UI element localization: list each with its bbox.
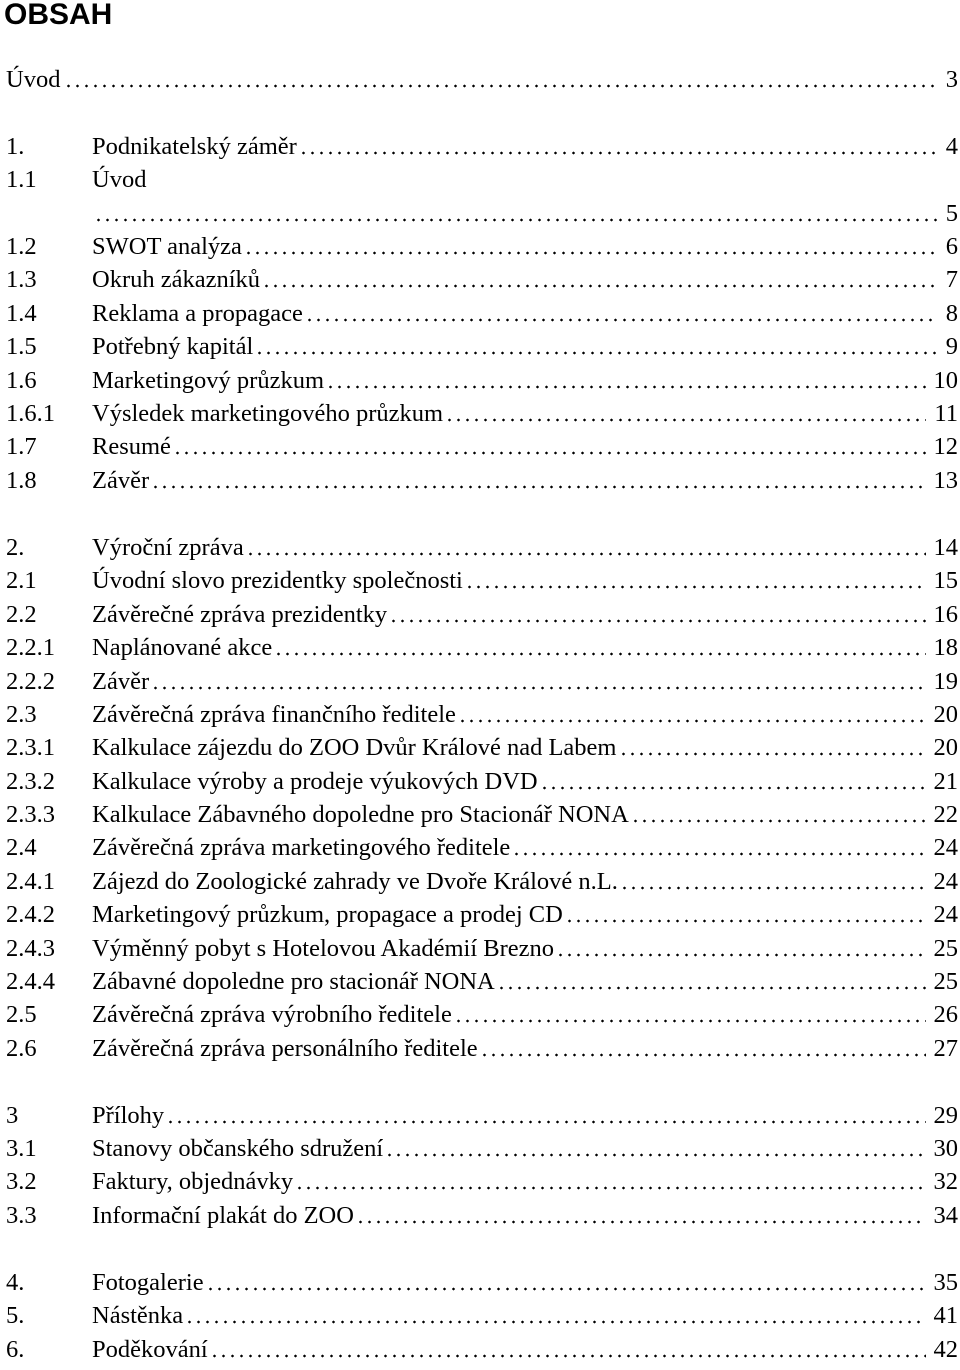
dot-leader [166,1120,925,1124]
dot-leader [185,1320,925,1324]
toc-entry-title: Závěrečné zpráva prezidentky [92,601,388,628]
toc-entry-title: Marketingový průzkum, propagace a prodej CD [92,901,563,928]
toc-entry-number: 6. [6,1336,25,1363]
toc-entry-page-number: 9 [945,333,958,360]
toc-entry-title: Informační plakát do ZOO [92,1202,354,1229]
toc-entry-number: 2.4.1 [6,868,55,895]
dot-leader [151,485,925,489]
toc-entry-page-number: 34 [933,1202,958,1229]
toc-entry [6,697,958,730]
dot-leader [565,919,926,923]
toc-entry-page-number: 25 [933,935,958,962]
toc-entry [6,931,958,964]
toc-entry [6,764,958,797]
toc-entry [6,964,958,997]
toc-entry [6,664,958,697]
toc-entry-number: 1.6 [6,367,37,394]
toc-entry-title: Výměnný pobyt s Hotelovou Akadémií Brezno [92,935,555,962]
toc-entry [6,630,958,663]
toc-entry-number: 1.1 [6,166,37,193]
toc-entry-number: 2.2.2 [6,668,55,695]
toc-entry-number: 1.8 [6,467,37,494]
dot-leader [262,284,938,288]
toc-entry-title: Potřebný kapitál [92,333,254,360]
toc-entry-page-number: 8 [945,300,958,327]
toc-entry [6,830,958,863]
toc-entry [6,129,958,162]
toc-entry [6,1131,958,1164]
toc-entry-title: Nástěnka [92,1302,184,1329]
toc-entry [6,997,958,1030]
toc-entry [6,162,958,195]
toc-entry-title: Podnikatelský záměr [92,133,297,160]
toc-entry-page-number: 10 [933,367,958,394]
dot-leader [206,1287,926,1291]
toc-entry [6,864,958,897]
dot-leader [326,385,925,389]
toc-entry-number: 2.3.3 [6,801,55,828]
toc-entry-title: Fotogalerie [92,1269,204,1296]
dot-leader [94,218,938,222]
dot-leader [556,953,925,957]
toc-entry-title: Kalkulace zájezdu do ZOO Dvůr Králové nad Labem [92,734,617,761]
toc-entry-page-number: 24 [933,901,958,928]
toc-entry [6,363,958,396]
toc-entry-page-number: 15 [933,567,958,594]
toc-entry-title: Závěrečná zpráva finančního ředitele [92,701,456,728]
toc-entry-title: Závěr [92,668,150,695]
toc-entry-number: 2.4.2 [6,901,55,928]
dot-leader [299,151,938,155]
toc-entry [6,1098,958,1131]
toc-entry [6,597,958,630]
toc-entry-title: Úvodní slovo prezidentky společnosti [92,567,463,594]
toc-entry-number: 2.3 [6,701,37,728]
toc-entry-page-number: 21 [933,768,958,795]
dot-leader [540,786,926,790]
toc-entry [6,62,958,95]
toc-entry-number: 2.2.1 [6,634,55,661]
dot-leader [512,852,925,856]
toc-entry-title: Závěrečná zpráva marketingového ředitele [92,834,511,861]
toc-entry-page-number: 14 [933,534,958,561]
toc-entry-title: Výsledek marketingového průzkum [92,400,444,427]
toc-entry-number: 2.1 [6,567,37,594]
toc-entry-page-number: 25 [933,968,958,995]
toc-entry-title: Reklama a propagace [92,300,303,327]
dot-leader [458,719,926,723]
toc-entry [6,196,958,229]
dot-leader [151,686,925,690]
toc-entry-page-number: 12 [933,433,958,460]
toc-entry-number: 1.5 [6,333,37,360]
toc-entry [6,1298,958,1331]
dot-leader [631,819,926,823]
toc-entry-page-number: 7 [945,266,958,293]
toc-entry-number: 1. [6,133,25,160]
toc-entry-title: Naplánované akce [92,634,273,661]
toc-entry-number: 1.4 [6,300,37,327]
toc-entry-title: Závěr [92,467,150,494]
toc-entry-title: Závěrečná zpráva výrobního ředitele [92,1001,452,1028]
toc-entry [6,730,958,763]
toc-entry-page-number: 42 [933,1336,958,1363]
toc-entry [6,897,958,930]
toc-entry-title: Přílohy [92,1102,165,1129]
toc-entry-number: 3 [6,1102,19,1129]
toc-entry-title: Marketingový průzkum [92,367,325,394]
dot-leader [480,1053,926,1057]
toc-entry-title: Kalkulace výroby a prodeje výukových DVD [92,768,538,795]
toc-entry-number: 3.1 [6,1135,37,1162]
dot-leader [274,652,925,656]
dot-leader [356,1220,926,1224]
toc-entry-page-number: 41 [933,1302,958,1329]
toc-entry-page-number: 11 [934,400,958,427]
toc-entry-page-number: 26 [933,1001,958,1028]
toc-entry-page-number: 20 [933,734,958,761]
toc-entry [6,530,958,563]
toc-entry-page-number: 18 [933,634,958,661]
dot-leader [497,986,926,990]
dot-leader [465,585,926,589]
toc-entry-page-number: 16 [933,601,958,628]
toc-entry [6,1265,958,1298]
toc-entry-number: 1.3 [6,266,37,293]
dot-leader [210,1354,926,1358]
toc-entry [6,1332,958,1365]
toc-entry-number: 2.2 [6,601,37,628]
toc-entry-page-number: 30 [933,1135,958,1162]
dot-leader [305,318,938,322]
toc-entry [6,396,958,429]
dot-leader [454,1019,926,1023]
toc-entry [6,1164,958,1197]
toc-entry-number: 2. [6,534,25,561]
toc-entry-title: Poděkování [92,1336,208,1363]
toc-entry-page-number: 27 [933,1035,958,1062]
toc-entry-number: 2.5 [6,1001,37,1028]
toc-entry-number: 2.4.4 [6,968,55,995]
toc-entry [6,1031,958,1064]
toc-entry-number: 3.3 [6,1202,37,1229]
toc-entry [6,229,958,262]
dot-leader [295,1186,925,1190]
toc-entry [6,463,958,496]
toc-entry-number: 2.4 [6,834,37,861]
toc-entry-page-number: 20 [933,701,958,728]
dot-leader [255,351,937,355]
toc-entry-number: 2.4.3 [6,935,55,962]
toc-entry-number: 1.7 [6,433,37,460]
toc-entry-title: Resumé [92,433,171,460]
toc-entry-number: 4. [6,1269,25,1296]
toc-entry-title: Úvod [92,166,147,193]
toc-entry-number: 2.6 [6,1035,37,1062]
toc-entry-title: Závěrečná zpráva personálního ředitele [92,1035,478,1062]
toc-entry-title: Faktury, objednávky [92,1168,294,1195]
dot-leader [244,251,938,255]
toc-entry-number: 2.3.2 [6,768,55,795]
toc-entry-title: Okruh zákazníků [92,266,261,293]
dot-leader [385,1153,925,1157]
toc-entry-title: SWOT analýza [92,233,242,260]
toc-entry-title: Zájezd do Zoologické zahrady ve Dvoře Králové n.L. [92,868,618,895]
toc-entry-page-number: 6 [945,233,958,260]
toc-entry [6,262,958,295]
toc-entry-page-number: 4 [945,133,958,160]
toc-entry [6,1198,958,1231]
dot-leader [246,552,926,556]
toc-entry-page-number: 13 [933,467,958,494]
toc-heading: OBSAH [4,0,113,31]
dot-leader [619,752,926,756]
dot-leader [64,84,937,88]
toc-entry-page-number: 3 [945,66,958,93]
toc-entry-number: Úvod [6,66,61,93]
toc-entry [6,563,958,596]
dot-leader [445,418,926,422]
dot-leader [173,451,926,455]
toc-entry [6,429,958,462]
toc-entry [6,797,958,830]
toc-entry-page-number: 29 [933,1102,958,1129]
toc-entry-page-number: 22 [933,801,958,828]
toc-entry-title: Stanovy občanského sdružení [92,1135,384,1162]
toc-entry-page-number: 19 [933,668,958,695]
toc-entry-number: 3.2 [6,1168,37,1195]
toc-entry-number: 1.6.1 [6,400,55,427]
toc-entry-page-number: 35 [933,1269,958,1296]
toc-entry-number: 2.3.1 [6,734,55,761]
toc-entry-number: 5. [6,1302,25,1329]
dot-leader [389,619,925,623]
toc-entry [6,296,958,329]
toc-entry-title: Kalkulace Zábavného dopoledne pro Stacionář NONA [92,801,629,828]
toc-entry-title: Zábavné dopoledne pro stacionář NONA [92,968,495,995]
toc-entry [6,329,958,362]
toc-entry-page-number: 5 [945,200,958,227]
toc-entry-title: Výroční zpráva [92,534,244,561]
toc-entry-page-number: 24 [933,868,958,895]
toc-entry-page-number: 24 [933,834,958,861]
toc-entry-page-number: 32 [933,1168,958,1195]
toc-entry-number: 1.2 [6,233,37,260]
dot-leader [620,886,926,890]
